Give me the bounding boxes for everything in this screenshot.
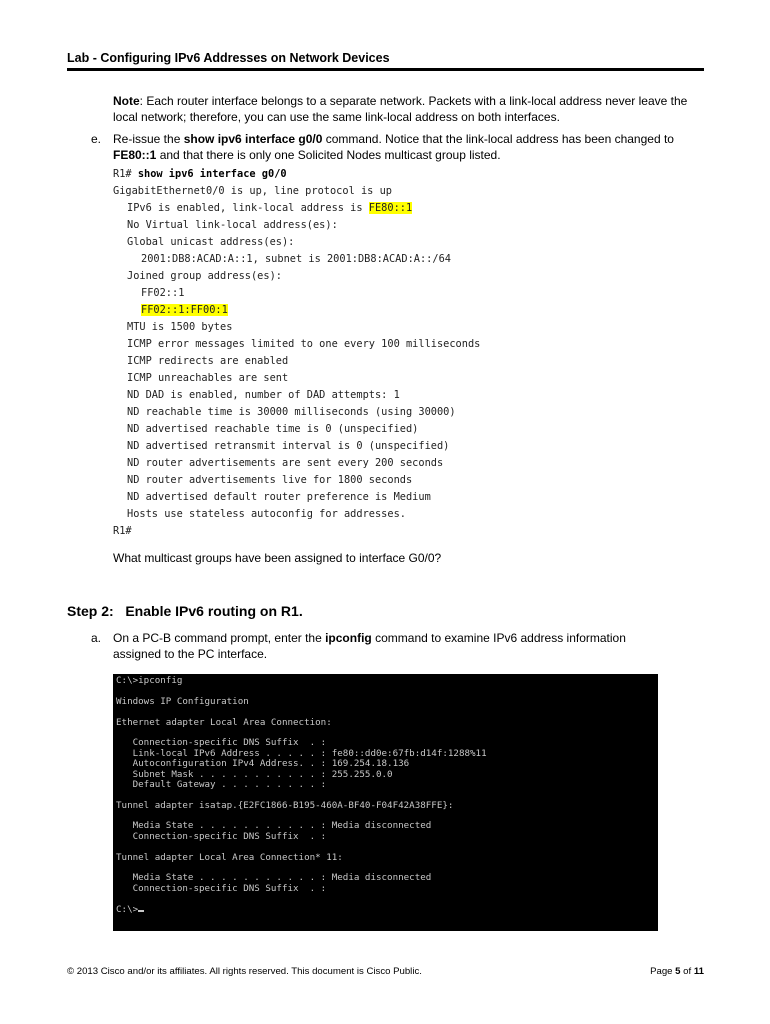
list-marker-a: a. — [91, 631, 102, 645]
output-line: Joined group address(es): — [127, 270, 282, 282]
router-prompt: R1# — [113, 168, 138, 180]
output-line: GigabitEthernet0/0 is up, line protocol is up — [113, 185, 392, 197]
output-line: ND DAD is enabled, number of DAD attempts: 1 — [127, 389, 400, 401]
step-e-paragraph — [113, 132, 708, 163]
output-line: 2001:DB8:ACAD:A::1, subnet is 2001:DB8:ACAD:A::/64 — [141, 253, 451, 265]
console-line: Media State . . . . . . . . . . . : Media disconnected — [116, 820, 432, 832]
console-line: Link-local IPv6 Address . . . . . : fe80::dd0e:67fb:d14f:1288%11 — [116, 747, 487, 759]
question-text: What multicast groups have been assigned to interface G0/0? — [113, 551, 442, 565]
note-paragraph — [113, 94, 708, 125]
console-line: Ethernet adapter Local Area Connection: — [116, 716, 332, 728]
output-line: ND advertised reachable time is 0 (unspecified) — [127, 423, 419, 435]
output-line: FF02::1 — [141, 287, 185, 299]
console-line: Connection-specific DNS Suffix . : — [116, 830, 327, 842]
note-label: Note — [113, 94, 140, 108]
page-total: 11 — [693, 966, 704, 977]
output-line: ND router advertisements are sent every 200 seconds — [127, 457, 444, 469]
page-current: 5 — [675, 966, 681, 977]
step-heading: Step 2: Enable IPv6 routing on R1. — [67, 603, 303, 619]
console-line: Connection-specific DNS Suffix . : — [116, 882, 327, 894]
output-line: ICMP redirects are enabled — [127, 355, 289, 367]
step-a-command: ipconfig — [325, 631, 372, 645]
console-line: Autoconfiguration IPv4 Address. . : 169.254.18.136 — [116, 758, 410, 770]
output-line: ND reachable time is 30000 milliseconds (using 30000) — [127, 406, 456, 418]
step-a-paragraph — [113, 631, 673, 662]
output-line: ICMP unreachables are sent — [127, 372, 289, 384]
router-command-line — [113, 166, 480, 183]
output-line — [113, 302, 480, 319]
step-e-text-3: and that there is only one Solicited Nodes multicast group listed. — [156, 147, 501, 162]
output-line: Global unicast address(es): — [127, 236, 295, 248]
copyright-notice: © 2013 Cisco and/or its affiliates. All rights reserved. This document is Cisco Public. — [67, 966, 422, 977]
output-line: ND advertised default router preference is Medium — [127, 491, 431, 503]
highlighted-link-local: FE80::1 — [368, 202, 413, 214]
output-line: No Virtual link-local address(es): — [127, 219, 338, 231]
console-prompt: C:\> — [116, 903, 139, 915]
output-text: IPv6 is enabled, link-local address is — [127, 202, 369, 214]
console-line: Media State . . . . . . . . . . . : Media disconnected — [116, 872, 432, 884]
console-line: C:\>ipconfig — [116, 675, 183, 686]
cursor-icon — [138, 910, 144, 912]
step-e-address: FE80::1 — [113, 147, 157, 162]
console-line: Tunnel adapter isatap.{E2FC1866-B195-460A-BF40-F04F42A38FFE}: — [116, 799, 454, 811]
step-a-text-2: command to examine IPv6 address information assigned to the PC interface. — [113, 631, 626, 661]
step-a-text-1: On a PC-B command prompt, enter the — [113, 631, 326, 645]
output-line: ICMP error messages limited to one every 100 milliseconds — [127, 338, 481, 350]
router-end-prompt: R1# — [113, 525, 132, 537]
step-e-text-1: Re-issue the — [113, 132, 184, 146]
output-line: ND router advertisements live for 1800 seconds — [127, 474, 413, 486]
step-e-command: show ipv6 interface g0/0 — [183, 132, 323, 146]
console-line: Subnet Mask . . . . . . . . . . . : 255.255.0.0 — [116, 768, 393, 780]
output-line: Hosts use stateless autoconfig for addresses. — [127, 508, 406, 520]
console-prompt-line — [116, 905, 655, 915]
console-line: Windows IP Configuration — [116, 695, 249, 707]
page-label: Page — [650, 966, 676, 977]
list-marker-e: e. — [91, 132, 102, 146]
note-text: : Each router interface belongs to a separate network. Packets with a link-local address never leave the local network; therefore, you can use the same link-local address on both interfaces. — [113, 94, 688, 124]
page-number — [650, 966, 704, 977]
page-of: of — [680, 966, 694, 977]
output-line — [113, 200, 480, 217]
command-prompt-screenshot — [113, 674, 658, 931]
console-line: Tunnel adapter Local Area Connection* 11: — [116, 851, 343, 863]
highlighted-multicast-group: FF02::1:FF00:1 — [141, 304, 228, 316]
output-line: MTU is 1500 bytes — [127, 321, 233, 333]
document-title: Lab - Configuring IPv6 Addresses on Network Devices — [67, 51, 390, 65]
console-line: Connection-specific DNS Suffix . : — [116, 737, 327, 749]
header-rule — [67, 68, 704, 71]
router-output — [113, 166, 480, 540]
console-line: Default Gateway . . . . . . . . . : — [116, 778, 327, 790]
router-command: show ipv6 interface g0/0 — [137, 168, 287, 180]
output-line: ND advertised retransmit interval is 0 (unspecified) — [127, 440, 450, 452]
step-e-text-2: command. Notice that the link-local address has been changed to — [322, 132, 674, 146]
